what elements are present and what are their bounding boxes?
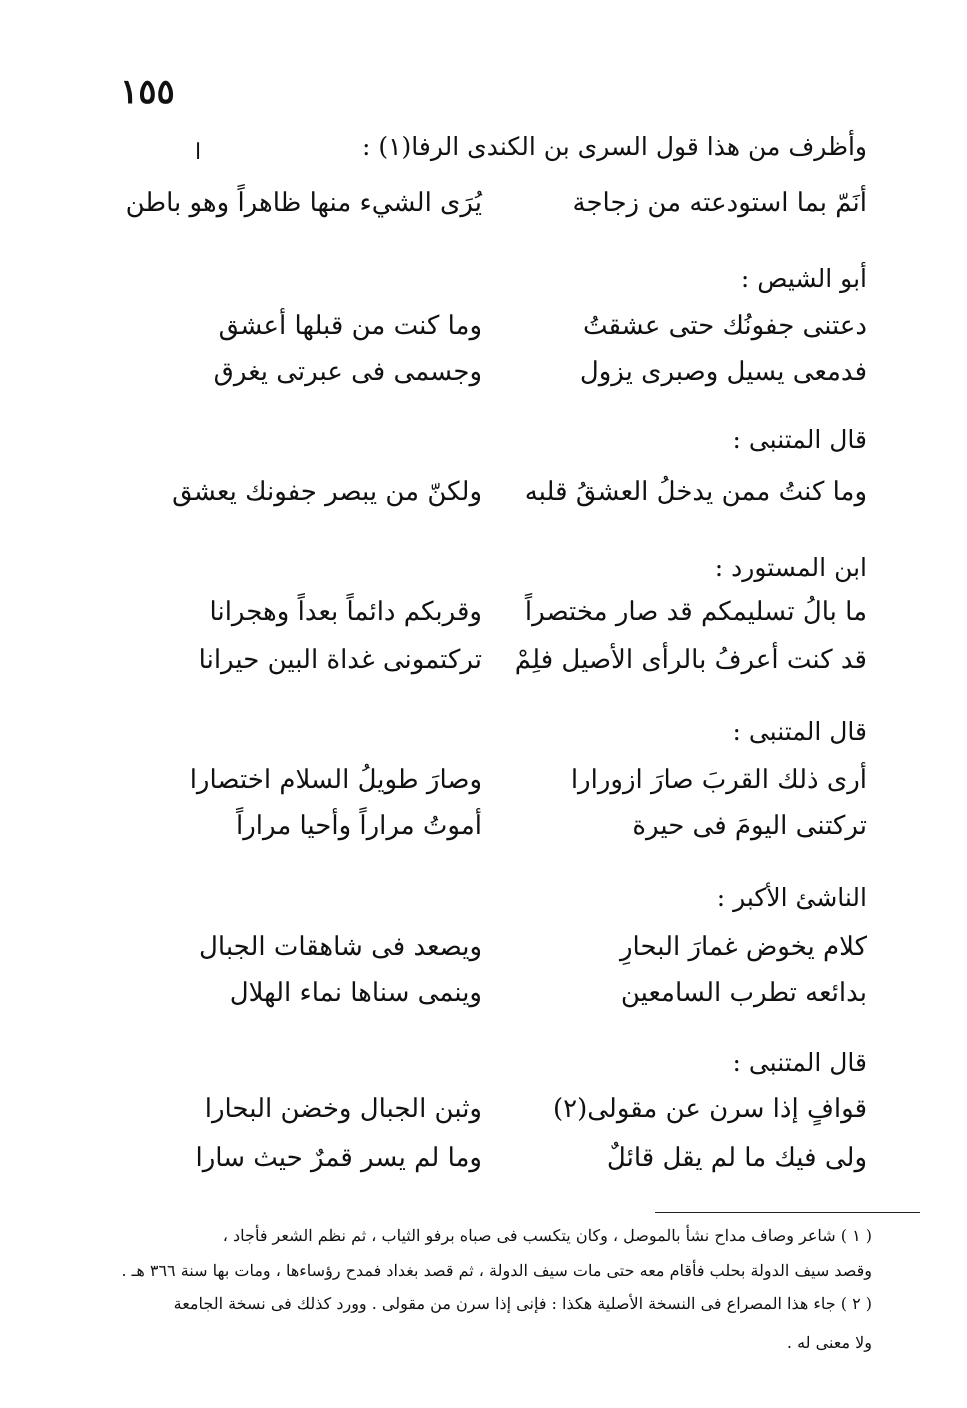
verse-right-hemistich: بدائعه تطرب السامعين: [620, 978, 867, 1008]
verse-left-hemistich: وينمى سناها نماء الهلال: [229, 978, 482, 1008]
poet-heading: قال المتنبى :: [732, 425, 867, 454]
footnote-divider: [655, 1212, 920, 1213]
verse-left-hemistich: وما كنت من قبلها أعشق: [218, 311, 482, 341]
verse-right-hemistich: كلام يخوض غمارَ البحارِ: [619, 932, 867, 962]
poet-heading: قال المتنبى :: [732, 1048, 867, 1077]
verse-right-hemistich: دعتنى جفونُك حتى عشقتُ: [582, 311, 867, 341]
verse-right-hemistich: ما بالُ تسليمكم قد صار مختصراً: [524, 597, 867, 627]
verse-left-hemistich: وصارَ طويلُ السلام اختصارا: [189, 765, 482, 795]
footnote-line: ( ٢ ) جاء هذا المصراع فى النسخة الأصلية هكذا : فإنى إذا سرن من مقولى . وورد كذلك فى نسخة الجامعة: [173, 1294, 872, 1313]
poet-heading: الناشئ الأكبر :: [716, 883, 867, 912]
footnote-line: ( ١ ) شاعر وصاف مداح نشأ بالموصل ، وكان يتكسب فى صباه برفو الثياب ، ثم نظم الشعر فأجاد ،: [222, 1226, 872, 1245]
verse-left-hemistich: تركتمونى غداة البين حيرانا: [198, 645, 482, 675]
verse-left-hemistich: ولكنّ من يبصر جفونك يعشق: [172, 477, 482, 507]
footnote-line: وقصد سيف الدولة بحلب فأقام معه حتى مات سيف الدولة ، ثم قصد بغداد فمدح رؤساءها ، ومات بها سنة ٣٦٦ هـ .: [121, 1261, 872, 1280]
verse-right-hemistich: أرى ذلك القربَ صارَ ازورارا: [570, 765, 867, 795]
margin-mark: ا: [195, 140, 202, 165]
intro-line: وأظرف من هذا قول السرى بن الكندى الرفا(١) :: [361, 132, 867, 161]
verse-right-hemistich: تركتنى اليومَ فى حيرة: [632, 811, 867, 841]
verse-left-hemistich: وثبن الجبال وخضن البحارا: [204, 1094, 482, 1124]
verse-right-hemistich: ولى فيك ما لم يقل قائلٌ: [606, 1143, 867, 1173]
poet-heading: أبو الشيص :: [740, 264, 867, 293]
verse-right-hemistich: قد كنت أعرفُ بالرأى الأصيل فلِمْ: [514, 645, 867, 675]
footnote-line: ولا معنى له .: [786, 1333, 872, 1352]
verse-left-hemistich: ويصعد فى شاهقات الجبال: [199, 932, 482, 962]
verse-left-hemistich: أموتُ مراراً وأحيا مراراً: [235, 811, 482, 841]
page-number: ١٥٥: [120, 72, 175, 112]
verse-right-hemistich: فدمعى يسيل وصبرى يزول: [579, 357, 867, 387]
verse-left-hemistich: وما لم يسر قمرٌ حيث سارا: [195, 1143, 482, 1173]
verse-left-hemistich: يُرَى الشيء منها ظاهراً وهو باطن: [125, 188, 482, 218]
poet-heading: قال المتنبى :: [732, 717, 867, 746]
verse-right-hemistich: أنَمّ بما استودعته من زجاجة: [572, 188, 867, 218]
verse-right-hemistich: وما كنتُ ممن يدخلُ العشقُ قلبه: [524, 477, 867, 507]
poet-heading: ابن المستورد :: [714, 553, 867, 582]
verse-left-hemistich: وجسمى فى عبرتى يغرق: [213, 357, 482, 387]
verse-left-hemistich: وقربكم دائماً بعداً وهجرانا: [209, 597, 482, 627]
verse-right-hemistich: قوافٍ إذا سرن عن مقولى(٢): [552, 1094, 867, 1124]
